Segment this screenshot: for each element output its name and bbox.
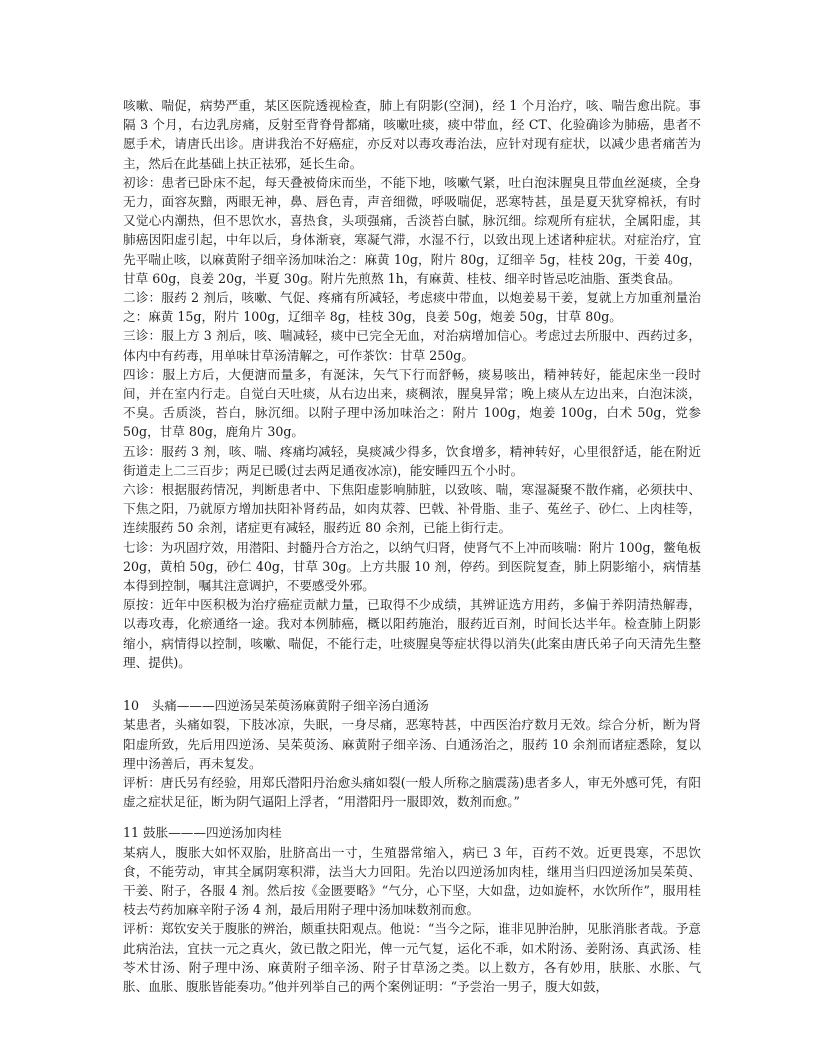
- section-spacer: [123, 672, 701, 696]
- document-page: [123, 96, 701, 996]
- case10-comment: 评析：唐氏另有经验，用郑氏潜阳丹治愈头痛如裂(一般人所称之脑震荡)患者多人，审无外感可凭，有阳虚之症状足征，断为阴气逼阳上浮者，“用潜阳丹一服即效，数剂而愈。”: [123, 774, 701, 810]
- original-note: 原按：近年中医积极为治疗癌症贡献力量，已取得不少成绩，其辨证选方用药，多偏于养阴清热解毒，以毒攻毒，化瘀通络一途。我对本例肺癌，概以阳药施治，服药近百剂，时间长达半年。检查肺上阴影缩小，病情得以控制，咳嗽、喘促，不能行走，吐痰腥臭等症状得以消失(此案由唐氏弟子向天清先生整理、提供)。: [123, 597, 701, 670]
- visit-seventh: 七诊：为巩固疗效，用潜阳、封髓丹合方治之，以纳气归肾，使肾气不上冲而咳喘：附片 100g，鳖龟板 20g，黄柏 50g，砂仁 40g，甘草 30g。上方共服 10 剂，停药。到医院复查，肺上阴影缩小，病情基本得到控制，嘱其注意调护，不要感受外邪。: [123, 539, 701, 594]
- visit-first: 初诊：患者已卧床不起，每天叠被倚床而坐，不能下地，咳嗽气紧，吐白泡沫腥臭且带血丝涎痰，全身无力，面容灰黯，两眼无神，鼻、唇色青，声音细微，呼吸喘促，恶寒特甚，虽是夏天犹穿棉袄，有时又觉心内潮热，但不思饮水，喜热食，头项强痛，舌淡苔白腻，脉沉细。综观所有症状，全属阳虚，其肺癌因阳虚引起，中年以后，身体渐衰，寒凝气滞，水湿不行，以致出现上述诸种症状。对症治疗，宜先平喘止咳，以麻黄附子细辛汤加味治之：麻黄 10g，附片 80g，辽细辛 5g，桂枝 20g，干姜 40g，甘草 60g，良姜 20g，半夏 30g。附片先煎熬 1h，有麻黄、桂枝、细辛时皆忌吃油脂、蛋类食品。: [123, 174, 701, 286]
- case11-body: 某病人，腹胀大如怀双胎，肚脐高出一寸，生殖器常缩入，病已 3 年，百药不效。近更畏寒，不思饮食，不能劳动，审其全属阴寒积滞，法当大力回阳。先治以四逆汤加肉桂，继用当归四逆汤加吴茱萸、干姜、附子，各服 4 剂。然后按《金匮要略》“气分，心下坚，大如盘，边如旋杯，水饮所作”，服用桂枝去芍药加麻辛附子汤 4 剂，最后用附子理中汤加味数剂而愈。: [123, 844, 701, 918]
- case-intro-paragraph: 咳嗽、喘促，病势严重，某区医院透视检查，肺上有阴影(空洞)，经 1 个月治疗，咳、喘告愈出院。事隔 3 个月，右边乳房痛，反射至背脊骨都痛，咳嗽吐痰，痰中带血，经 CT、化验确诊为肺癌，患者不愿手术，请唐氏出诊。唐讲我治不好癌症，亦反对以毒攻毒治法，应针对现有症状，以减少患者痛苦为主，然后在此基础上扶正祛邪，延长生命。: [123, 98, 701, 171]
- visit-second: 二诊：服药 2 剂后，咳嗽、气促、疼痛有所减轻，考虑痰中带血，以炮姜易干姜，复就上方加重剂量治之：麻黄 15g，附片 100g，辽细辛 8g，桂枝 30g，良姜 50g，炮姜 50g，甘草 80g。: [123, 290, 701, 325]
- case11-comment: 评析：郑钦安关于腹胀的辨治，颇重扶阳观点。他说：“当今之际，谁非见肿治肿，见胀消胀者哉。予意此病治法，宜扶一元之真火，敛已散之阳光，俾一元气复，运化不乖，如术附汤、姜附汤、真武汤、桂苓术甘汤、附子理中汤、麻黄附子细辛汤、附子甘草汤之类。以上数方，各有妙用，肤胀、水胀、气胀、血胀、腹胀皆能奏功。”他并列举自己的两个案例证明：“予尝治一男子，腹大如鼓，: [123, 921, 701, 994]
- visit-fifth: 五诊：服药 3 剂，咳、喘、疼痛均减轻，臭痰减少得多，饮食增多，精神转好，心里很舒适，能在附近街道走上二三百步；两足已暖(过去两足通夜冰凉)，能安睡四五个小时。: [123, 443, 701, 478]
- visit-sixth: 六诊：根据服药情况，判断患者中、下焦阳虚影响肺脏，以致咳、喘，寒湿凝聚不散作痛，必须扶中、下焦之阳，乃就原方增加扶阳补肾药品，如肉苁蓉、巴戟、补骨脂、韭子、菟丝子、砂仁、上肉桂等，连续服药 50 余剂，诸症更有减轻，服药近 80 余剂，已能上街行走。: [123, 482, 701, 536]
- visit-fourth: 四诊：服上方后，大便溏而量多，有涎沫，矢气下行而舒畅，痰易咳出，精神转好，能起床坐一段时间，并在室内行走。自觉白天吐痰，从右边出来，痰稠浓，腥臭异常；晚上痰从左边出来，白泡沫淡，不臭。舌质淡，苔白，脉沉细。以附子理中汤加味治之：附片 100g，炮姜 100g，白术 50g，党参 50g，甘草 80g，鹿角片 30g。: [123, 366, 701, 440]
- visit-third: 三诊：服上方 3 剂后，咳、喘减轻，痰中已完全无血，对治病增加信心。考虑过去所服中、西药过多，体内中有药毒，用单味甘草汤清解之，可作茶饮：甘草 250g。: [123, 328, 701, 363]
- case10-heading: 10 头痛———四逆汤吴茱萸汤麻黄附子细辛汤白通汤: [123, 698, 429, 714]
- case10-body: 某患者，头痛如裂，下肢冰凉，失眠，一身尽痛，恶寒特甚，中西医治疗数月无效。综合分析，断为肾阳虚所致，先后用四逆汤、吴茱萸汤、麻黄附子细辛汤、白通汤治之，服药 10 余剂而诸症悉除，复以理中汤善后，再未复发。: [123, 717, 701, 771]
- case11-heading: 11 鼓胀———四逆汤加肉桂: [123, 825, 282, 841]
- section-spacer: [123, 811, 701, 823]
